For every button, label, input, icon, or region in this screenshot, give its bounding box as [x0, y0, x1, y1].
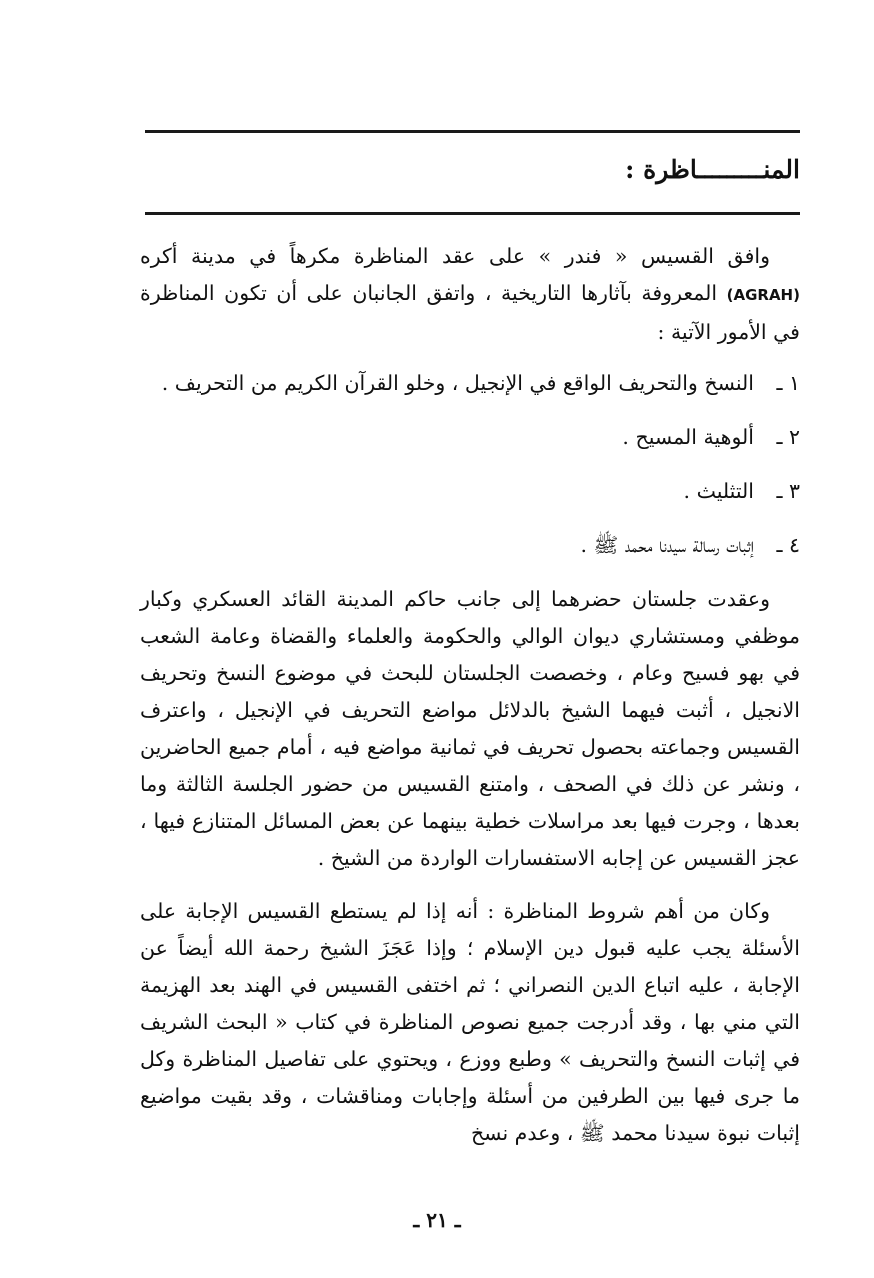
list-item — [140, 473, 800, 510]
sessions-paragraph: وعقدت جلستان حضرهما إلى جانب حاكم المدينة القائد العسكري وكبار موظفي ومستشاري ديوان الوالي والحكومة والعلماء والقضاة وعامة الشعب في بهو فسيح وعام ، وخصصت الجلستان للبحث في موضوع النسخ وتحريف الانجيل ، أثبت فيهما الشيخ بالدلائل مواضع التحريف في الإنجيل ، واعترف القسيس وجماعته بحصول تحريف في ثمانية مواضع فيه ، أمام جميع الحاضرين ، ونشر عن ذلك في الصحف ، وامتنع القسيس من حضور الجلسة الثالثة وما بعدها ، وجرت فيها بعد مراسلات خطية بينهما عن بعض المسائل المتنازع فيها ، عجز القسيس عن إجابه الاستفسارات الواردة من الشيخ . — [140, 587, 800, 870]
section-heading: المنـــــــــاظرة : — [625, 155, 800, 184]
list-item — [140, 527, 800, 564]
bottom-rule — [145, 212, 800, 215]
list-item — [140, 419, 800, 456]
list-item-text: التثليث . — [683, 479, 754, 503]
list-item-text: النسخ والتحريف الواقع في الإنجيل ، وخلو القرآن الكريم من التحريف . — [161, 371, 754, 395]
intro-latin-term: (AGRAH) — [726, 286, 800, 304]
intro-text-end: المعروفة بآثارها التاريخية ، واتفق الجانبان على أن تكون المناظرة في الأمور الآتية : — [140, 281, 800, 344]
intro-text-start: وافق القسيس « فندر » على عقد المناظرة مكرهاً في مدينة أكره — [140, 244, 770, 268]
list-item-number: ٣ ـ — [776, 479, 800, 503]
page-number: ـ ٢١ ـ — [413, 1208, 461, 1232]
list-item-number: ١ ـ — [776, 371, 800, 395]
conditions-paragraph: وكان من أهم شروط المناظرة : أنه إذا لم يستطع القسيس الإجابة على الأسئلة يجب عليه قبول دين الإسلام ؛ وإذا عَجَزَ الشيخ رحمة الله أيضاً عن الإجابة ، عليه اتباع الدين النصراني ؛ ثم اختفى القسيس في الهند بعد الهزيمة التي مني بها ، وقد أدرجت جميع نصوص المناظرة في كتاب « البحث الشريف في إثبات النسخ والتحريف » وطبع ووزع ، ويحتوي على تفاصيل المناظرة وكل ما جرى فيها بين الطرفين من أسئلة وإجابات ومناقشات ، وقد بقيت مواضيع إثبات نبوة سيدنا محمد ﷺ ، وعدم نسخ — [140, 899, 800, 1145]
body-text — [140, 238, 800, 1152]
list-item-text: ألوهية المسيح . — [622, 425, 754, 449]
topics-list — [140, 365, 800, 564]
list-item-number: ٢ ـ — [776, 425, 800, 449]
top-rule — [145, 130, 800, 133]
list-item — [140, 365, 800, 402]
list-item-number: ٤ ـ — [776, 533, 800, 557]
list-item-text: إثبات رسالة سيدنا محمد ﷺ . — [580, 533, 754, 557]
intro-paragraph — [140, 238, 800, 351]
